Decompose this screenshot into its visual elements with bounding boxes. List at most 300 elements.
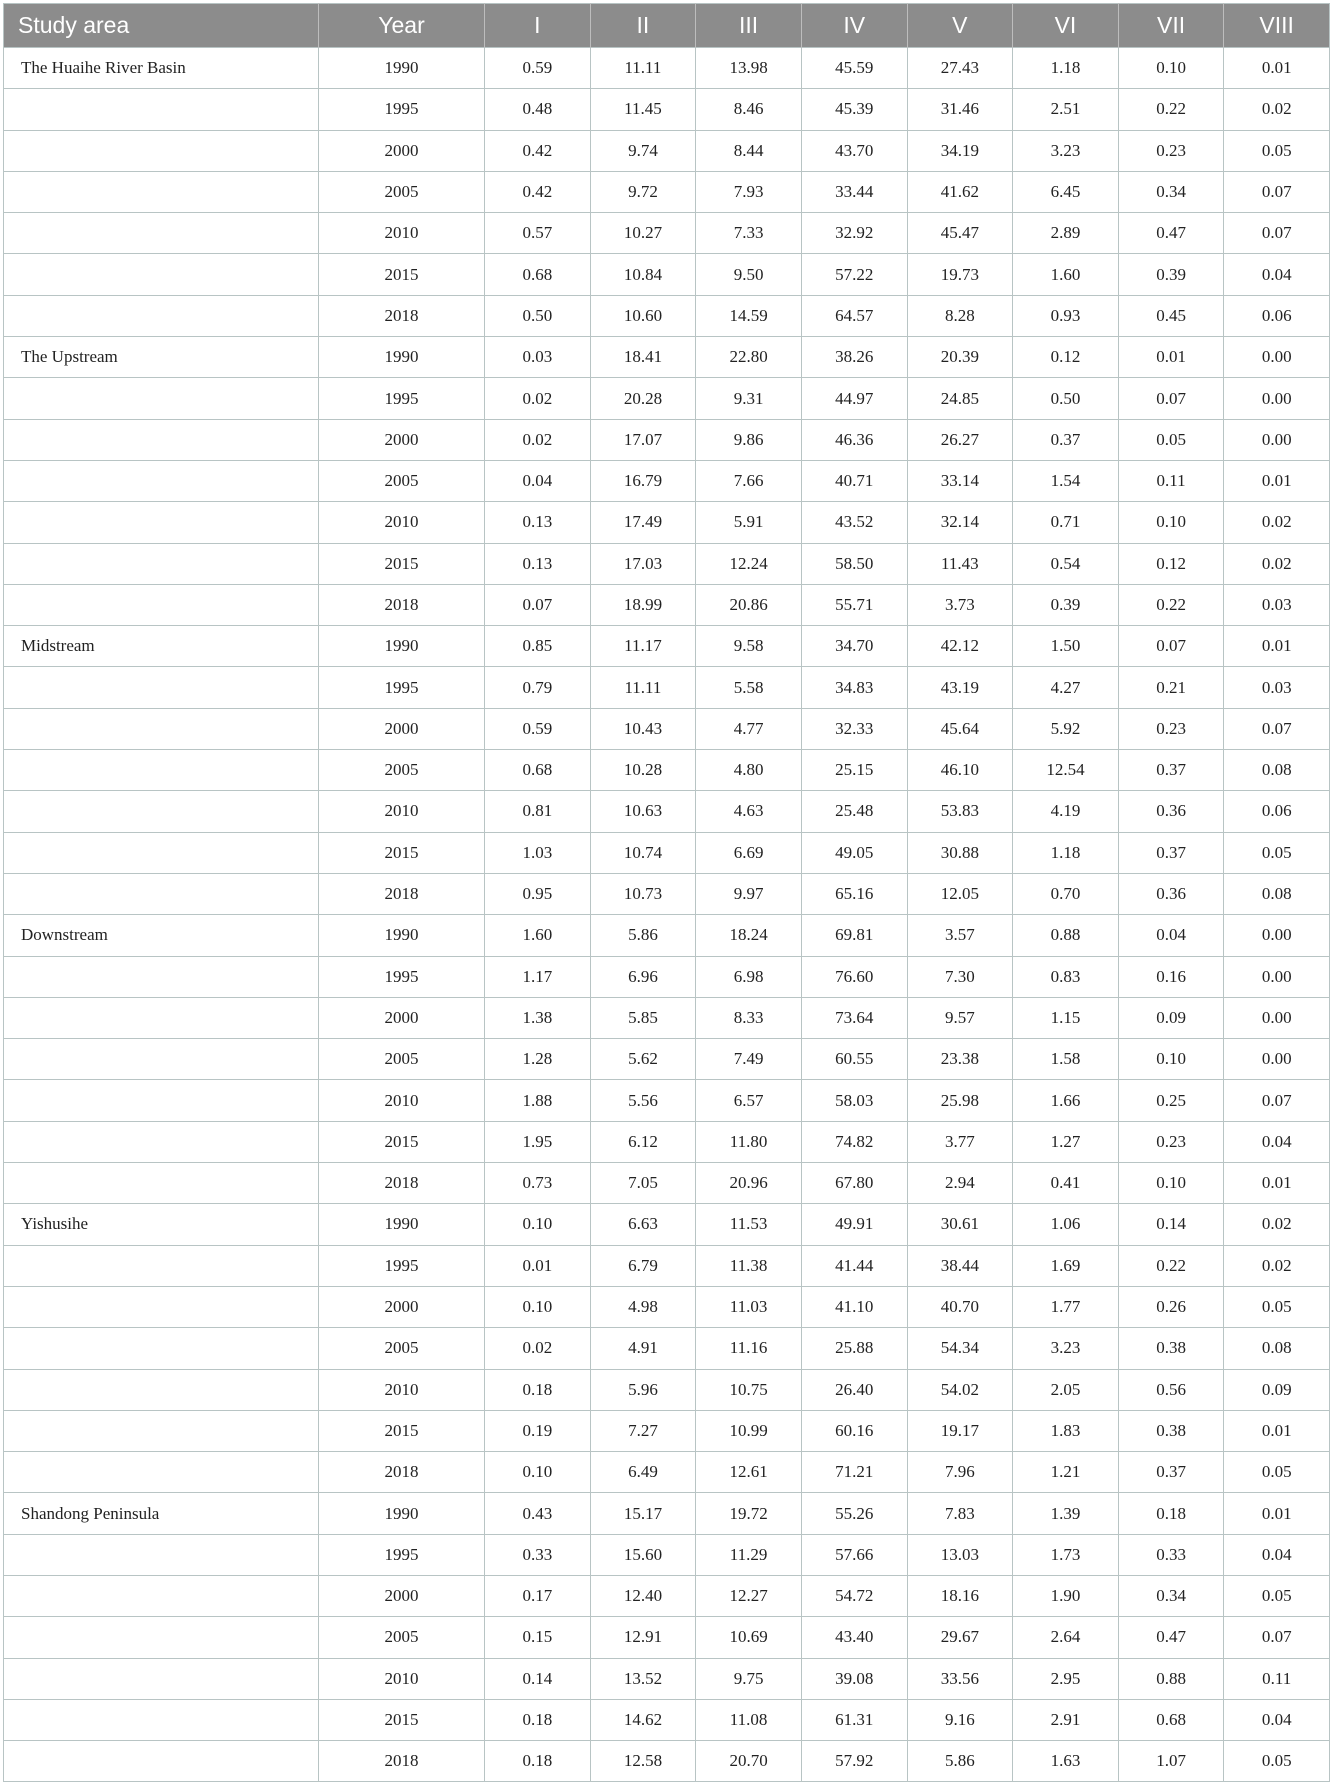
year-cell: 2005 (319, 1328, 485, 1369)
table-row (4, 543, 1330, 584)
table-row (4, 1286, 1330, 1327)
study-area-cell (4, 997, 319, 1038)
value-cell: 16.79 (590, 460, 696, 501)
value-cell: 9.75 (696, 1658, 802, 1699)
year-cell: 2010 (319, 1080, 485, 1121)
value-cell: 7.33 (696, 213, 802, 254)
value-cell: 49.91 (801, 1204, 907, 1245)
study-area-cell: The Upstream (4, 337, 319, 378)
value-cell: 0.33 (485, 1534, 591, 1575)
table-row (4, 1658, 1330, 1699)
value-cell: 0.18 (485, 1741, 591, 1782)
value-cell: 55.71 (801, 584, 907, 625)
value-cell: 7.05 (590, 1163, 696, 1204)
value-cell: 0.18 (485, 1699, 591, 1740)
value-cell: 6.69 (696, 832, 802, 873)
value-cell: 2.64 (1013, 1617, 1119, 1658)
table-row (4, 1493, 1330, 1534)
table-row (4, 502, 1330, 543)
study-area-cell (4, 130, 319, 171)
value-cell: 38.44 (907, 1245, 1013, 1286)
value-cell: 9.16 (907, 1699, 1013, 1740)
table-row (4, 1534, 1330, 1575)
study-area-cell (4, 378, 319, 419)
value-cell: 0.10 (1118, 502, 1224, 543)
value-cell: 58.03 (801, 1080, 907, 1121)
value-cell: 0.15 (485, 1617, 591, 1658)
value-cell: 41.62 (907, 171, 1013, 212)
value-cell: 20.39 (907, 337, 1013, 378)
value-cell: 0.11 (1224, 1658, 1330, 1699)
value-cell: 0.38 (1118, 1328, 1224, 1369)
value-cell: 0.14 (1118, 1204, 1224, 1245)
study-area-cell (4, 460, 319, 501)
value-cell: 0.59 (485, 708, 591, 749)
year-cell: 2000 (319, 1575, 485, 1616)
study-area-cell: Shandong Peninsula (4, 1493, 319, 1534)
value-cell: 64.57 (801, 295, 907, 336)
value-cell: 4.98 (590, 1286, 696, 1327)
value-cell: 0.00 (1224, 997, 1330, 1038)
value-cell: 0.05 (1118, 419, 1224, 460)
value-cell: 7.30 (907, 956, 1013, 997)
value-cell: 0.88 (1013, 915, 1119, 956)
study-area-cell (4, 1039, 319, 1080)
study-area-cell: The Huaihe River Basin (4, 48, 319, 89)
year-cell: 2015 (319, 832, 485, 873)
value-cell: 0.08 (1224, 750, 1330, 791)
year-cell: 2018 (319, 873, 485, 914)
table-row (4, 1369, 1330, 1410)
value-cell: 0.05 (1224, 1575, 1330, 1616)
value-cell: 10.84 (590, 254, 696, 295)
study-area-cell (4, 1121, 319, 1162)
value-cell: 12.40 (590, 1575, 696, 1616)
value-cell: 0.42 (485, 171, 591, 212)
header-row (4, 4, 1330, 48)
value-cell: 0.06 (1224, 295, 1330, 336)
value-cell: 43.52 (801, 502, 907, 543)
value-cell: 43.19 (907, 667, 1013, 708)
table-row (4, 337, 1330, 378)
year-cell: 2005 (319, 171, 485, 212)
value-cell: 11.29 (696, 1534, 802, 1575)
value-cell: 12.54 (1013, 750, 1119, 791)
value-cell: 0.01 (1118, 337, 1224, 378)
table-row (4, 1617, 1330, 1658)
study-area-cell (4, 254, 319, 295)
value-cell: 0.07 (1224, 708, 1330, 749)
value-cell: 0.10 (1118, 1163, 1224, 1204)
year-cell: 2018 (319, 1163, 485, 1204)
value-cell: 0.01 (1224, 1410, 1330, 1451)
value-cell: 3.23 (1013, 130, 1119, 171)
year-cell: 1990 (319, 915, 485, 956)
value-cell: 0.07 (1118, 378, 1224, 419)
value-cell: 0.43 (485, 1493, 591, 1534)
value-cell: 49.05 (801, 832, 907, 873)
header-col-vi: VI (1013, 4, 1119, 48)
value-cell: 19.73 (907, 254, 1013, 295)
header-col-v: V (907, 4, 1013, 48)
value-cell: 43.40 (801, 1617, 907, 1658)
value-cell: 1.39 (1013, 1493, 1119, 1534)
value-cell: 0.02 (485, 1328, 591, 1369)
table-row (4, 1452, 1330, 1493)
year-cell: 2005 (319, 750, 485, 791)
value-cell: 45.64 (907, 708, 1013, 749)
value-cell: 0.14 (485, 1658, 591, 1699)
value-cell: 5.86 (907, 1741, 1013, 1782)
value-cell: 27.43 (907, 48, 1013, 89)
value-cell: 0.05 (1224, 832, 1330, 873)
value-cell: 45.59 (801, 48, 907, 89)
year-cell: 2000 (319, 130, 485, 171)
study-area-cell (4, 1080, 319, 1121)
value-cell: 0.07 (1224, 1617, 1330, 1658)
value-cell: 5.91 (696, 502, 802, 543)
value-cell: 2.94 (907, 1163, 1013, 1204)
study-area-cell (4, 1452, 319, 1493)
year-cell: 1995 (319, 956, 485, 997)
study-area-cell (4, 1410, 319, 1451)
value-cell: 0.01 (1224, 1493, 1330, 1534)
value-cell: 6.96 (590, 956, 696, 997)
value-cell: 1.28 (485, 1039, 591, 1080)
value-cell: 2.95 (1013, 1658, 1119, 1699)
value-cell: 1.21 (1013, 1452, 1119, 1493)
value-cell: 0.04 (1224, 1534, 1330, 1575)
study-area-cell (4, 832, 319, 873)
value-cell: 9.58 (696, 626, 802, 667)
year-cell: 2000 (319, 419, 485, 460)
year-cell: 2010 (319, 1658, 485, 1699)
header-col-i: I (485, 4, 591, 48)
value-cell: 0.19 (485, 1410, 591, 1451)
value-cell: 0.23 (1118, 708, 1224, 749)
value-cell: 11.03 (696, 1286, 802, 1327)
year-cell: 2000 (319, 1286, 485, 1327)
value-cell: 1.27 (1013, 1121, 1119, 1162)
value-cell: 6.98 (696, 956, 802, 997)
value-cell: 0.12 (1013, 337, 1119, 378)
value-cell: 7.66 (696, 460, 802, 501)
value-cell: 13.98 (696, 48, 802, 89)
value-cell: 0.37 (1118, 832, 1224, 873)
value-cell: 0.50 (1013, 378, 1119, 419)
value-cell: 0.02 (1224, 1245, 1330, 1286)
value-cell: 0.02 (1224, 502, 1330, 543)
year-cell: 2010 (319, 213, 485, 254)
table-row (4, 130, 1330, 171)
value-cell: 0.12 (1118, 543, 1224, 584)
year-cell: 2018 (319, 1741, 485, 1782)
study-area-cell (4, 1369, 319, 1410)
value-cell: 0.83 (1013, 956, 1119, 997)
value-cell: 10.43 (590, 708, 696, 749)
value-cell: 17.07 (590, 419, 696, 460)
value-cell: 4.27 (1013, 667, 1119, 708)
value-cell: 53.83 (907, 791, 1013, 832)
value-cell: 4.80 (696, 750, 802, 791)
value-cell: 13.03 (907, 1534, 1013, 1575)
table-row (4, 791, 1330, 832)
value-cell: 0.56 (1118, 1369, 1224, 1410)
value-cell: 61.31 (801, 1699, 907, 1740)
table-row (4, 295, 1330, 336)
value-cell: 60.55 (801, 1039, 907, 1080)
year-cell: 1995 (319, 1245, 485, 1286)
value-cell: 1.95 (485, 1121, 591, 1162)
value-cell: 0.73 (485, 1163, 591, 1204)
value-cell: 8.28 (907, 295, 1013, 336)
value-cell: 26.27 (907, 419, 1013, 460)
value-cell: 3.77 (907, 1121, 1013, 1162)
study-area-cell (4, 708, 319, 749)
value-cell: 0.37 (1118, 1452, 1224, 1493)
year-cell: 1990 (319, 48, 485, 89)
value-cell: 0.09 (1118, 997, 1224, 1038)
table-row (4, 1121, 1330, 1162)
year-cell: 2000 (319, 708, 485, 749)
value-cell: 5.96 (590, 1369, 696, 1410)
value-cell: 9.72 (590, 171, 696, 212)
value-cell: 1.90 (1013, 1575, 1119, 1616)
value-cell: 0.57 (485, 213, 591, 254)
value-cell: 2.51 (1013, 89, 1119, 130)
value-cell: 15.17 (590, 1493, 696, 1534)
value-cell: 1.07 (1118, 1741, 1224, 1782)
year-cell: 2005 (319, 1617, 485, 1658)
value-cell: 0.07 (485, 584, 591, 625)
value-cell: 0.07 (1224, 1080, 1330, 1121)
value-cell: 1.60 (485, 915, 591, 956)
study-area-cell (4, 1286, 319, 1327)
value-cell: 11.80 (696, 1121, 802, 1162)
table-container (3, 3, 1329, 1782)
table-row (4, 750, 1330, 791)
value-cell: 8.33 (696, 997, 802, 1038)
study-area-cell (4, 89, 319, 130)
value-cell: 0.41 (1013, 1163, 1119, 1204)
value-cell: 65.16 (801, 873, 907, 914)
table-row (4, 708, 1330, 749)
value-cell: 13.52 (590, 1658, 696, 1699)
value-cell: 9.57 (907, 997, 1013, 1038)
value-cell: 0.81 (485, 791, 591, 832)
value-cell: 0.09 (1224, 1369, 1330, 1410)
value-cell: 5.58 (696, 667, 802, 708)
value-cell: 0.01 (1224, 626, 1330, 667)
value-cell: 0.34 (1118, 171, 1224, 212)
value-cell: 0.47 (1118, 1617, 1224, 1658)
value-cell: 0.02 (485, 419, 591, 460)
table-row (4, 460, 1330, 501)
year-cell: 2010 (319, 791, 485, 832)
value-cell: 71.21 (801, 1452, 907, 1493)
value-cell: 0.88 (1118, 1658, 1224, 1699)
value-cell: 33.56 (907, 1658, 1013, 1699)
value-cell: 57.92 (801, 1741, 907, 1782)
value-cell: 0.04 (1224, 254, 1330, 295)
value-cell: 42.12 (907, 626, 1013, 667)
value-cell: 7.49 (696, 1039, 802, 1080)
value-cell: 0.50 (485, 295, 591, 336)
table-row (4, 89, 1330, 130)
value-cell: 1.18 (1013, 48, 1119, 89)
value-cell: 7.27 (590, 1410, 696, 1451)
value-cell: 0.34 (1118, 1575, 1224, 1616)
value-cell: 10.74 (590, 832, 696, 873)
value-cell: 46.36 (801, 419, 907, 460)
value-cell: 3.73 (907, 584, 1013, 625)
value-cell: 6.45 (1013, 171, 1119, 212)
table-row (4, 171, 1330, 212)
value-cell: 5.92 (1013, 708, 1119, 749)
value-cell: 58.50 (801, 543, 907, 584)
value-cell: 12.27 (696, 1575, 802, 1616)
year-cell: 2018 (319, 295, 485, 336)
year-cell: 2005 (319, 1039, 485, 1080)
value-cell: 1.77 (1013, 1286, 1119, 1327)
value-cell: 0.93 (1013, 295, 1119, 336)
value-cell: 11.11 (590, 667, 696, 708)
year-cell: 2018 (319, 1452, 485, 1493)
study-area-cell (4, 1699, 319, 1740)
value-cell: 12.58 (590, 1741, 696, 1782)
table-row (4, 254, 1330, 295)
value-cell: 0.68 (485, 254, 591, 295)
value-cell: 25.98 (907, 1080, 1013, 1121)
value-cell: 11.53 (696, 1204, 802, 1245)
value-cell: 25.15 (801, 750, 907, 791)
year-cell: 2005 (319, 460, 485, 501)
value-cell: 0.18 (485, 1369, 591, 1410)
year-cell: 1990 (319, 337, 485, 378)
value-cell: 54.02 (907, 1369, 1013, 1410)
study-area-cell (4, 1658, 319, 1699)
value-cell: 0.08 (1224, 873, 1330, 914)
value-cell: 0.10 (485, 1286, 591, 1327)
table-row (4, 213, 1330, 254)
value-cell: 0.02 (485, 378, 591, 419)
value-cell: 0.47 (1118, 213, 1224, 254)
header-col-vii: VII (1118, 4, 1224, 48)
header-study-area: Study area (4, 4, 319, 48)
value-cell: 54.34 (907, 1328, 1013, 1369)
value-cell: 11.45 (590, 89, 696, 130)
value-cell: 1.83 (1013, 1410, 1119, 1451)
value-cell: 0.36 (1118, 873, 1224, 914)
value-cell: 0.22 (1118, 584, 1224, 625)
year-cell: 2015 (319, 1410, 485, 1451)
study-area-cell (4, 1534, 319, 1575)
value-cell: 15.60 (590, 1534, 696, 1575)
value-cell: 30.61 (907, 1204, 1013, 1245)
study-area-cell (4, 1575, 319, 1616)
year-cell: 1990 (319, 1204, 485, 1245)
table-row (4, 378, 1330, 419)
value-cell: 5.56 (590, 1080, 696, 1121)
study-area-cell: Midstream (4, 626, 319, 667)
value-cell: 14.59 (696, 295, 802, 336)
value-cell: 0.36 (1118, 791, 1224, 832)
value-cell: 30.88 (907, 832, 1013, 873)
value-cell: 0.39 (1118, 254, 1224, 295)
value-cell: 41.10 (801, 1286, 907, 1327)
value-cell: 23.38 (907, 1039, 1013, 1080)
value-cell: 34.70 (801, 626, 907, 667)
value-cell: 6.12 (590, 1121, 696, 1162)
value-cell: 18.16 (907, 1575, 1013, 1616)
value-cell: 55.26 (801, 1493, 907, 1534)
value-cell: 20.86 (696, 584, 802, 625)
value-cell: 9.86 (696, 419, 802, 460)
value-cell: 0.02 (1224, 543, 1330, 584)
value-cell: 0.05 (1224, 1286, 1330, 1327)
value-cell: 32.14 (907, 502, 1013, 543)
value-cell: 54.72 (801, 1575, 907, 1616)
value-cell: 0.07 (1224, 171, 1330, 212)
study-area-cell (4, 1163, 319, 1204)
study-area-cell (4, 667, 319, 708)
value-cell: 0.25 (1118, 1080, 1224, 1121)
value-cell: 0.17 (485, 1575, 591, 1616)
value-cell: 0.10 (485, 1452, 591, 1493)
value-cell: 0.10 (1118, 1039, 1224, 1080)
value-cell: 1.54 (1013, 460, 1119, 501)
value-cell: 18.99 (590, 584, 696, 625)
value-cell: 22.80 (696, 337, 802, 378)
value-cell: 76.60 (801, 956, 907, 997)
value-cell: 0.21 (1118, 667, 1224, 708)
value-cell: 29.67 (907, 1617, 1013, 1658)
value-cell: 0.42 (485, 130, 591, 171)
value-cell: 32.33 (801, 708, 907, 749)
value-cell: 20.28 (590, 378, 696, 419)
year-cell: 2015 (319, 1699, 485, 1740)
value-cell: 0.00 (1224, 337, 1330, 378)
value-cell: 7.83 (907, 1493, 1013, 1534)
value-cell: 0.26 (1118, 1286, 1224, 1327)
value-cell: 1.38 (485, 997, 591, 1038)
value-cell: 0.37 (1118, 750, 1224, 791)
study-area-cell (4, 873, 319, 914)
value-cell: 73.64 (801, 997, 907, 1038)
header-col-iii: III (696, 4, 802, 48)
value-cell: 17.49 (590, 502, 696, 543)
value-cell: 0.37 (1013, 419, 1119, 460)
year-cell: 2010 (319, 1369, 485, 1410)
value-cell: 1.58 (1013, 1039, 1119, 1080)
value-cell: 10.69 (696, 1617, 802, 1658)
value-cell: 1.88 (485, 1080, 591, 1121)
value-cell: 0.01 (485, 1245, 591, 1286)
value-cell: 0.70 (1013, 873, 1119, 914)
value-cell: 0.13 (485, 543, 591, 584)
year-cell: 1995 (319, 89, 485, 130)
table-row (4, 1039, 1330, 1080)
header-col-ii: II (590, 4, 696, 48)
value-cell: 2.05 (1013, 1369, 1119, 1410)
value-cell: 0.04 (1118, 915, 1224, 956)
value-cell: 1.60 (1013, 254, 1119, 295)
value-cell: 1.73 (1013, 1534, 1119, 1575)
value-cell: 1.15 (1013, 997, 1119, 1038)
value-cell: 1.18 (1013, 832, 1119, 873)
value-cell: 25.48 (801, 791, 907, 832)
value-cell: 0.02 (1224, 89, 1330, 130)
